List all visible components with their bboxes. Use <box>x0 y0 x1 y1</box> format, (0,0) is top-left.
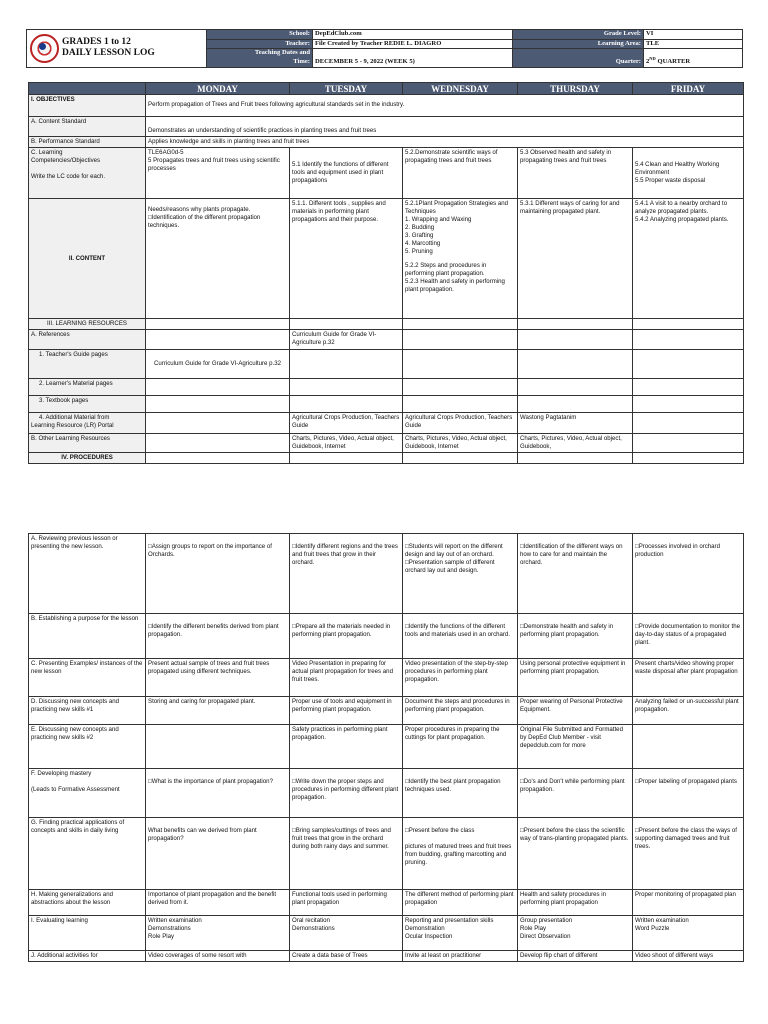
proc-j-thursday: Develop flip chart of different <box>518 951 633 962</box>
teachers-guide-monday: Curriculum Guide for Grade VI-Agriculture p.32 <box>146 350 290 379</box>
objectives-text: Perform propagation of Trees and Fruit trees following agricultural standards set in the industry. <box>146 95 744 117</box>
content-friday: 5.4.1 A visit to a nearby orchard to analyze propagated plants. 5.4.2 Analyzing propagated plants. <box>633 199 744 319</box>
objectives-label: I. OBJECTIVES <box>29 95 146 117</box>
content-standard-text: Demonstrates an understanding of scientific practices in planting trees and fruit trees <box>146 117 744 137</box>
proc-h-label: H. Making generalizations and abstractions about the lesson <box>29 890 146 916</box>
teacher-value: File Created by Teacher REDIE L. DIAGRO <box>313 39 513 49</box>
proc-e-tuesday: Safety practices in performing plant propagation. <box>290 725 403 769</box>
lr-portal-wednesday: Agricultural Crops Production, Teachers Guide <box>403 413 518 434</box>
proc-h-monday: Importance of plant propagation and the benefit derived from it. <box>146 890 290 916</box>
lr-portal-thursday: Wastong Pagtatanim <box>518 413 633 434</box>
content-wednesday: 5.2.1Plant Propagation Strategies and Techniques 1. Wrapping and Waxing 2. Budding 3. Grafting 4. Marcotting 5. Pruning 5.2.2 Steps and procedures in performing plant propagation. 5.2.3 Health and safety in performing plant propagation. <box>403 199 518 319</box>
proc-g-wednesday: □ Present before the class pictures of matured trees and fruit trees from budding, grafting marcotting and pruning. <box>403 818 518 890</box>
day-header-blank <box>29 83 146 95</box>
day-header-tuesday: TUESDAY <box>290 83 403 95</box>
quarter-value: 2ND QUARTER <box>644 49 743 67</box>
proc-e-label: E. Discussing new concepts and practicing new skills #2 <box>29 725 146 769</box>
dates-label: Teaching Dates and Time: <box>207 49 313 67</box>
area-value: TLE <box>644 39 743 49</box>
content-label: II. CONTENT <box>29 199 146 319</box>
grade-label: Grade Level: <box>513 30 644 40</box>
grade-value: VI <box>644 30 743 40</box>
proc-d-wednesday: Document the steps and procedures in performing plant propagation. <box>403 697 518 725</box>
proc-g-friday: □ Present before the class the ways of supporting damaged trees and fruit trees. <box>633 818 744 890</box>
proc-c-monday: Present actual sample of trees and fruit trees propagated using different techniques. <box>146 659 290 697</box>
proc-e-wednesday: Proper procedures in preparing the cuttings for plant propagation. <box>403 725 518 769</box>
other-resources-wednesday: Charts, Pictures, Video, Actual object, Guidebook, Internet <box>403 434 518 453</box>
proc-h-tuesday: Functional tools used in performing plant propagation <box>290 890 403 916</box>
title-line-1: GRADES 1 to 12 <box>62 37 131 48</box>
proc-i-friday: Written examination Word Puzzle <box>633 916 744 951</box>
competencies-thursday: 5.3 Observed health and safety in propagating trees and fruit trees <box>518 148 633 199</box>
proc-g-tuesday: □ Bring samples/cuttings of trees and fruit trees that grow in the orchard during both rainy days and summer. <box>290 818 403 890</box>
title-line-2: DAILY LESSON LOG <box>62 48 155 59</box>
content-thursday: 5.3.1 Different ways of caring for and maintaining propagated plant. <box>518 199 633 319</box>
performance-standard-text: Applies knowledge and skills in planting trees and fruit trees <box>146 137 744 148</box>
proc-b-friday: □ Provide documentation to monitor the day-to-day status of a propagated plant. <box>633 614 744 659</box>
proc-g-label: G. Finding practical applications of concepts and skills in daily living <box>29 818 146 890</box>
proc-c-wednesday: Video presentation of the step-by-step procedures in performing plant propagation. <box>403 659 518 697</box>
textbook-label: 3. Textbook pages <box>29 396 146 413</box>
proc-a-wednesday: □ Students will report on the different design and lay out of an orchard. □ Presentation sample of different orchard lay out and design. <box>403 534 518 614</box>
lr-portal-label: 4. Additional Material from Learning Resource (LR) Portal <box>29 413 146 434</box>
content-standard-label: A. Content Standard <box>29 117 146 137</box>
proc-g-thursday: □ Present before the class the scientific way of trans-planting propagated plants. <box>518 818 633 890</box>
teachers-guide-label: 1. Teacher's Guide pages <box>29 350 146 379</box>
proc-f-friday: □ Proper labeling of propagated plants <box>633 769 744 818</box>
proc-c-friday: Present charts/video showing proper waste disposal after plant propagation <box>633 659 744 697</box>
proc-g-monday: What benefits can we derived from plant propagation? <box>146 818 290 890</box>
proc-a-friday: □ Processes involved in orchard production <box>633 534 744 614</box>
proc-f-wednesday: □ Identify the best plant propagation techniques used. <box>403 769 518 818</box>
proc-d-monday: Storing and caring for propagated plant. <box>146 697 290 725</box>
proc-f-label: F. Developing mastery (Leads to Formative Assessment <box>29 769 146 818</box>
proc-h-friday: Proper monitoring of propagated plan <box>633 890 744 916</box>
proc-a-label: A. Reviewing previous lesson or presenting the new lesson. <box>29 534 146 614</box>
lr-portal-tuesday: Agricultural Crops Production, Teachers Guide <box>290 413 403 434</box>
proc-b-monday: □ Identify the different benefits derived from plant propagation. <box>146 614 290 659</box>
proc-i-label: I. Evaluating learning <box>29 916 146 951</box>
proc-d-friday: Analyzing failed or un-successful plant propagation. <box>633 697 744 725</box>
resources-label: III. LEARNING RESOURCES <box>29 319 146 330</box>
header-logo-cell <box>27 30 207 68</box>
header-table <box>26 29 743 68</box>
competencies-monday: TLE6AG0d-5 5 Propagates trees and fruit trees using scientific processes <box>146 148 290 199</box>
procedures-label: IV. PROCEDURES <box>29 453 146 464</box>
proc-d-label: D. Discussing new concepts and practicing new skills #1 <box>29 697 146 725</box>
performance-standard-label: B. Performance Standard <box>29 137 146 148</box>
proc-f-thursday: □ Do's and Don't while performing plant propagation. <box>518 769 633 818</box>
other-resources-label: B. Other Learning Resources <box>29 434 146 453</box>
proc-f-monday: □ What is the importance of plant propagation? <box>146 769 290 818</box>
proc-c-label: C. Presenting Examples/ instances of the new lesson <box>29 659 146 697</box>
area-label: Learning Area: <box>513 39 644 49</box>
proc-j-friday: Video shoot of different ways <box>633 951 744 962</box>
proc-e-thursday: Original File Submitted and Formatted by DepEd Club Member - visit depedclub.com for more <box>518 725 633 769</box>
proc-c-tuesday: Video Presentation in preparing for actual plant propagation for trees and fruit trees. <box>290 659 403 697</box>
content-monday: Needs/reasons why plants propagate. □ Identification of the different propagation techniques. <box>146 199 290 319</box>
quarter-label: Quarter: <box>513 49 644 67</box>
competencies-label: C. Learning Competencies/Objectives Write the LC code for each. <box>29 148 146 199</box>
teacher-label: Teacher: <box>207 39 313 49</box>
day-header-monday: MONDAY <box>146 83 290 95</box>
proc-h-thursday: Health and safety procedures in performing plant propagation <box>518 890 633 916</box>
proc-j-monday: Video coverages of some resort with <box>146 951 290 962</box>
proc-d-thursday: Proper wearing of Personal Protective Equipment. <box>518 697 633 725</box>
proc-d-tuesday: Proper use of tools and equipment in performing plant propagation. <box>290 697 403 725</box>
proc-h-wednesday: The different method of performing plant propagation <box>403 890 518 916</box>
school-label: School: <box>207 30 313 40</box>
references-tuesday: Curriculum Guide for Grade VI-Agriculture p.32 <box>290 330 403 350</box>
proc-b-thursday: □ Demonstrate health and safety in performing plant propagation. <box>518 614 633 659</box>
proc-b-label: B. Establishing a purpose for the lesson <box>29 614 146 659</box>
proc-a-tuesday: □ Identify different regions and the trees and fruit trees that grow in their orchard. <box>290 534 403 614</box>
deped-seal-icon <box>30 34 59 63</box>
dates-value: DECEMBER 5 - 9, 2022 (WEEK 5) <box>313 49 513 67</box>
day-header-friday: FRIDAY <box>633 83 744 95</box>
competencies-tuesday: 5.1 Identify the functions of different tools and equipment used in plant propagations <box>290 148 403 199</box>
other-resources-tuesday: Charts, Pictures, Video, Actual object, Guidebook, Internet <box>290 434 403 453</box>
proc-a-thursday: □ Identification of the different ways on how to care for and maintain the orchard. <box>518 534 633 614</box>
day-header-thursday: THURSDAY <box>518 83 633 95</box>
proc-c-thursday: Using personal protective equipment in performing plant propagation. <box>518 659 633 697</box>
proc-j-tuesday: Create a data base of Trees <box>290 951 403 962</box>
day-header-wednesday: WEDNESDAY <box>403 83 518 95</box>
proc-i-monday: Written examination Demonstrations Role Play <box>146 916 290 951</box>
proc-i-tuesday: Oral recitation Demonstrations <box>290 916 403 951</box>
competencies-friday: 5.4 Clean and Healthy Working Environment 5.5 Proper waste disposal <box>633 148 744 199</box>
proc-j-label: J. Additional activities for <box>29 951 146 962</box>
competencies-wednesday: 5.2.Demonstrate scientific ways of propagating trees and fruit trees <box>403 148 518 199</box>
proc-i-thursday: Group presentation Role Play Direct Observation <box>518 916 633 951</box>
proc-a-monday: □ Assign groups to report on the importance of Orchards. <box>146 534 290 614</box>
proc-f-tuesday: □ Write down the proper steps and procedures in performing different plant propagation. <box>290 769 403 818</box>
proc-b-tuesday: □ Prepare all the materials needed in performing plant propagation. <box>290 614 403 659</box>
content-tuesday: 5.1.1. Different tools , supplies and materials in performing plant propagations and their purpose. <box>290 199 403 319</box>
proc-i-wednesday: Reporting and presentation skills Demonstration Ocular Inspection <box>403 916 518 951</box>
other-resources-thursday: Charts, Pictures, Video, Actual object, Guidebook, <box>518 434 633 453</box>
lesson-table-page-1 <box>28 82 744 464</box>
proc-j-wednesday: Invite at least on practitioner <box>403 951 518 962</box>
proc-b-wednesday: □ Identify the functions of the different tools and materials used in an orchard. <box>403 614 518 659</box>
learners-material-label: 2. Learner's Material pages <box>29 379 146 396</box>
school-value: DepEdClub.com <box>313 30 513 40</box>
references-label: A. References <box>29 330 146 350</box>
lesson-table-page-2 <box>28 533 744 962</box>
